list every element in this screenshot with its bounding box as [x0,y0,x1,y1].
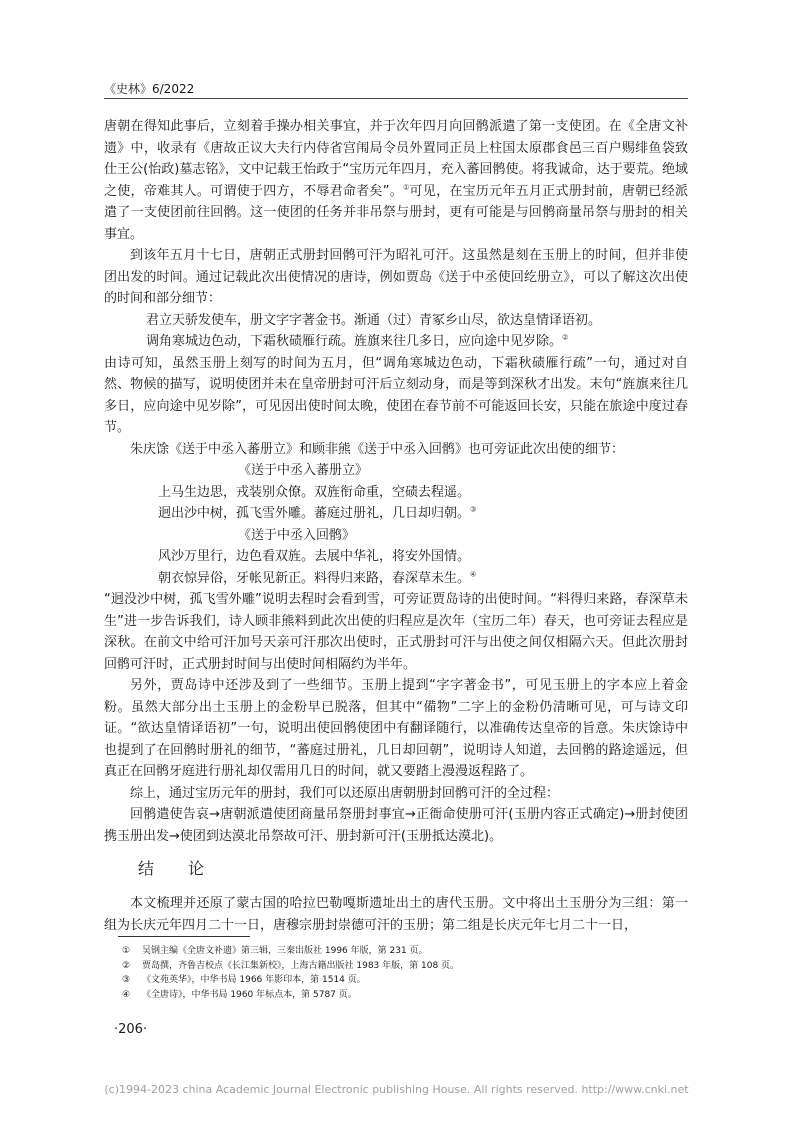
poem-line: 调角寒城边色动，下霜秋碛雁行疏。旌旗来往几多日，应向途中见岁除。② [146,333,569,349]
poem-line: 风沙万里行，边色看双旌。去展中华礼，将安外国情。 [158,549,471,564]
footnote: ③ 《文苑英华》，中华书局 1966 年影印本，第 1514 页。 [122,975,366,985]
paragraph: 综上，通过宝历元年的册封，我们可以还原出唐朝册封回鹘可汗的全过程： [130,785,560,801]
paragraph: 本文梳理并还原了蒙古国的哈拉巴勒嘎斯遗址出土的唐代玉册。文中将出土玉册分为三组：第一组为长庆元年四月二十一日，唐穆宗册封崇德可汗的玉册；第二组是长庆元年七月二十一日， [104,896,688,933]
article-body [104,116,688,936]
process-summary: 回鹘遣使告哀→唐朝派遣使团商量吊祭册封事宜→正衙命使册可汗(玉册内容正式确定)→册封使团携玉册出发→使团到达漠北吊祭故可汗、册封新可汗(玉册抵达漠北)。 [104,807,688,844]
paragraph: “迥没沙中树，孤飞雪外雕”说明去程时会看到雪，可旁证贾岛诗的出使时间。“料得归来路，春深草未生”进一步告诉我们，诗人顾非熊料到此次出使的归程应是次年（宝历二年）春天，也可旁证去程应是深秋。在前文中给可汗加号天亲可汗那次出使时，正式册封可汗与出使之间仅相隔六天。但此次册封回鹘可汗时，正式册封时间与出使时间相隔约为半年。 [104,592,688,672]
poem-title: 《送于中丞入蕃册立》 [238,463,369,478]
poem-line: 朝衣惊异俗，牙帐见新正。料得归来路，春深草未生。④ [158,570,477,586]
paragraph: 由诗可知，虽然玉册上刻写的时间为五月，但“调角寒城边色动，下霜秋碛雁行疏”一句，通过对自然、物候的描写，说明使团并未在皇帝册封可汗后立刻动身，而是等到深秋才出发。末句“旌旗来往几多日，应向途中见岁除”，可见因出使时间太晚，使团在春节前不可能返回长安，只能在旅途中度过春节。 [104,355,688,435]
poem-title: 《送于中丞入回鹘》 [238,527,356,543]
section-title: 结论 [138,859,239,878]
paragraph: 另外，贾岛诗中还涉及到了一些细节。玉册上提到“字字著金书”，可见玉册上的字本应上着金粉。虽然大部分出土玉册上的金粉早已脱落，但其中“備物”二字上的金粉仍清晰可见，可与诗文印证。“欲达皇情译语初”一句，说明出使回鹘使团中有翻译随行，以准确传达皇帝的旨意。朱庆馀诗中也提到了在回鹘时册礼的细节，“蕃庭过册礼，几日却回朝”，说明诗人知道，去回鹘的路途遥远，但真正在回鹘牙庭进行册礼却仅需用几日的时间，就又要踏上漫漫返程路了。 [104,678,688,779]
poem-line: 上马生边思，戎装别众僚。双旌衔命重，空碛去程遥。 [158,484,471,500]
poem-line: 迥出沙中树，孤飞雪外雕。蕃庭过册礼，几日却归朝。③ [158,505,477,521]
poem-line: 君立天骄发使车，册文字字著金书。渐通（过）青冢乡山尽，欲达皇情译语初。 [146,312,602,328]
footnote: ② 贾岛撰，齐鲁吉校点《长江集新校》，上海古籍出版社 1983 年版，第 108 页。 [122,960,460,971]
paragraph: 到该年五月十七日，唐朝正式册封回鹘可汗为昭礼可汗。这虽然是刻在玉册上的时间，但并非使团出发的时间。通过记载此次出使情况的唐诗，例如贾岛《送于中丞使回纥册立》，可以了解这次出使的时间和部分细节： [104,248,688,306]
journal-header: 《史林》6/2022 [104,82,195,96]
footnote: ① 吴钢主编《全唐文补遗》第三辑，三秦出版社 1996 年版，第 231 页。 [122,946,428,956]
footnote: ④ 《全唐诗》，中华书局 1960 年标点本，第 5787 页。 [122,989,357,1000]
paragraph: 朱庆馀《送于中丞入蕃册立》和顾非熊《送于中丞入回鹘》也可旁证此次出使的细节： [130,441,625,457]
page-number: ·206· [114,1022,148,1037]
footnote-rule [118,936,250,937]
footnotes [122,944,682,1002]
header-rule [104,98,688,99]
paragraph: 唐朝在得知此事后，立刻着手操办相关事宜，并于次年四月向回鹘派遣了第一支使团。在《全唐文补遗》中，收录有《唐故正议大夫行内侍省宫闱局令员外置同正员上柱国太原郡食邑三百户赐绯鱼袋致仕王公(怡政)墓志铭》，文中记载王怡政于“宝历元年四月，充入蕃回鹘使。将我诚命，达于要荒。绝域之使，帝难其人。可谓使于四方，不辱君命者矣”。①可见，在宝历元年五月正式册封前，唐朝已经派遣了一支使团前往回鹘。这一使团的任务并非吊祭与册封，更有可能是与回鹘商量吊祭与册封的相关事宜。 [104,119,688,242]
copyright-watermark: (c)1994-2023 china Academic Journal Electronic publishing House. All rights reserved. http://www.cnki.net [104,1083,689,1096]
